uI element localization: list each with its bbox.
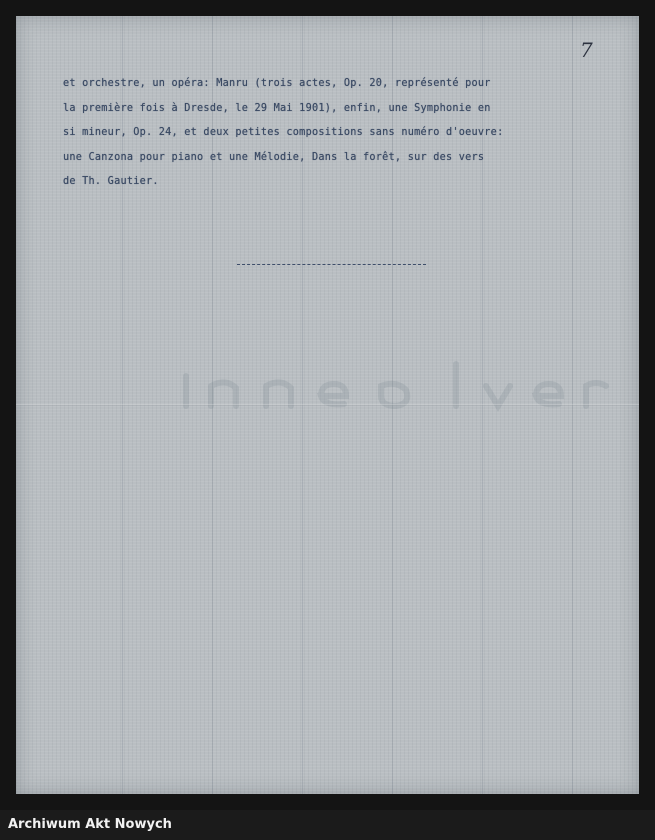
paper-watermark (166, 356, 626, 416)
archive-label: Archiwum Akt Nowych (8, 817, 172, 832)
section-separator (237, 264, 426, 265)
typed-text-block (63, 72, 603, 195)
text-line: et orchestre, un opéra: Manru (trois actes, Op. 20, représenté pour (63, 78, 491, 89)
text-line: de Th. Gautier. (63, 176, 159, 187)
text-line: si mineur, Op. 24, et deux petites compositions sans numéro d'oeuvre: (63, 127, 504, 138)
text-line: une Canzona pour piano et une Mélodie, Dans la forêt, sur des vers (63, 151, 485, 163)
text-line: la première fois à Dresde, le 29 Mai 1901), enfin, une Symphonie en (63, 102, 491, 114)
folio-number: 7 (580, 38, 593, 62)
fold-line (16, 404, 639, 406)
